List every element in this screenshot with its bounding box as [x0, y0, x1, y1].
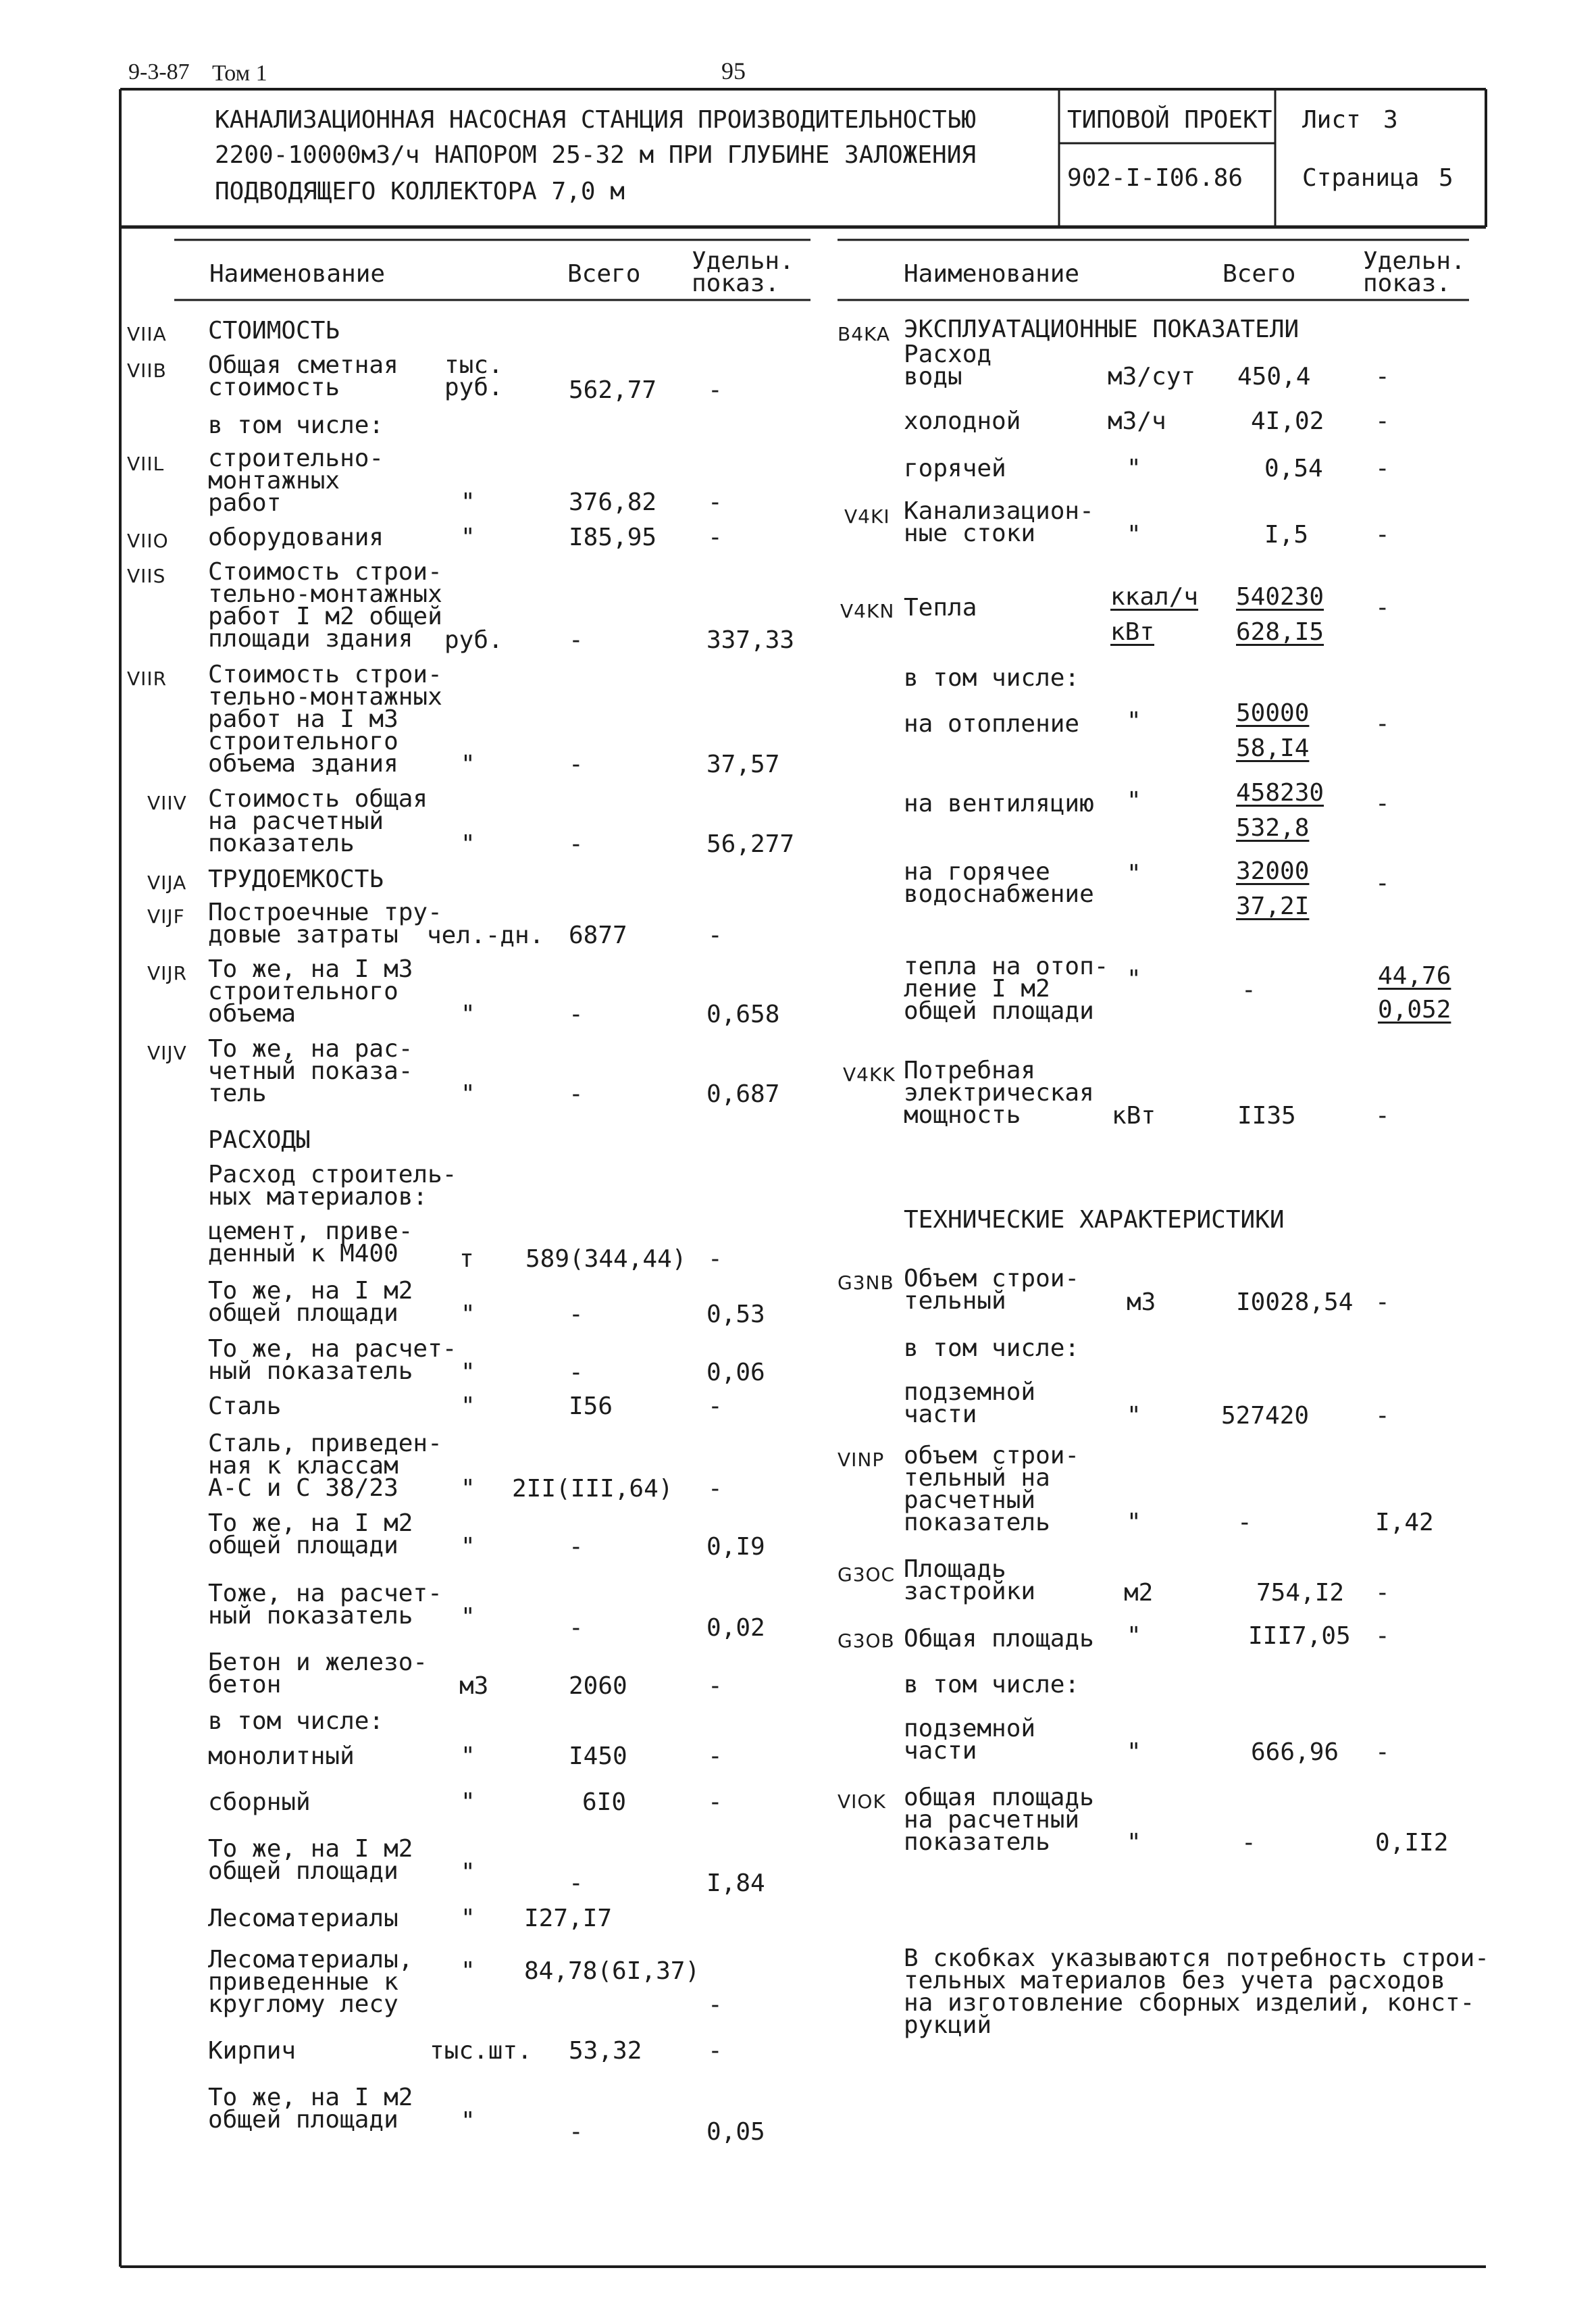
row-label: Расход строитель- ных материалов: [208, 1161, 457, 1211]
row-name: на горячее водоснабжение [904, 858, 1094, 908]
row-unit: " [461, 1533, 475, 1561]
row-name: То же, на I м2 общей площади [208, 1509, 413, 1559]
row-name: сборный [208, 1788, 311, 1816]
row-name: Тоже, на расчет- ный показатель [208, 1580, 442, 1630]
row-name: ТРУДОЕМКОСТЬ [208, 865, 384, 893]
row-total: 0,54 [1264, 455, 1323, 482]
row-spec: 0,06 [706, 1359, 765, 1386]
row-code: VIJV [147, 1042, 187, 1064]
row-unit: " [461, 1905, 475, 1932]
row-name: То же, на I м2 общей площади [208, 1277, 413, 1327]
footnote: В скобках указываются потребность строи- тельных материалов без учета расходов на изготовление сборных изделий, конст- рукций [904, 1944, 1489, 2039]
row-unit: " [1127, 707, 1141, 735]
row-name: цемент, приве- денный к М400 [208, 1217, 413, 1267]
row-spec: 0,I9 [706, 1533, 765, 1561]
row-unit: " [1127, 965, 1141, 993]
row-unit: " [1127, 1622, 1141, 1650]
row-total: - [569, 1533, 584, 1561]
row-total: 527420 [1221, 1402, 1310, 1430]
row-total: 2060 [569, 1672, 627, 1700]
row-spec: - [1375, 1288, 1390, 1316]
row-total: 2II(III,64) [512, 1475, 673, 1503]
row-name: горячей [904, 455, 1006, 482]
row-total: I85,95 [569, 524, 657, 551]
row-spec: I,84 [706, 1869, 765, 1897]
col-header-spec-right: Удельн. показ. [1363, 247, 1466, 297]
row-total: 666,96 [1251, 1738, 1339, 1766]
row-label: в том числе: [208, 411, 384, 439]
row-spec: 0,658 [706, 1001, 780, 1028]
row-code: G3OB [838, 1630, 895, 1652]
row-name: общая площадь на расчетный показатель [904, 1784, 1094, 1856]
row-spec: - [708, 524, 723, 551]
row-spec: 0,53 [706, 1301, 765, 1328]
row-total: 754,I2 [1256, 1579, 1345, 1607]
row-unit: тыс. руб. [444, 351, 503, 401]
row-spec: - [1375, 363, 1390, 391]
row-unit: " [461, 1742, 475, 1770]
row-spec: - [708, 1475, 723, 1503]
row-spec: - [1375, 455, 1390, 482]
row-spec: - [1375, 407, 1390, 435]
row-total: 53,32 [569, 2037, 642, 2065]
row-spec: 0,687 [706, 1080, 780, 1108]
row-label: в том числе: [904, 1334, 1080, 1362]
row-spec: 0,02 [706, 1614, 765, 1642]
row-code: VIOK [838, 1790, 886, 1813]
row-spec: 44,76 0,052 [1378, 962, 1451, 1024]
row-code: G3OC [838, 1563, 896, 1586]
row-code: VINP [838, 1449, 885, 1471]
page-value: 5 [1439, 164, 1453, 192]
row-spec: - [1375, 1402, 1390, 1430]
row-total: - [569, 1001, 584, 1028]
row-total: 562,77 [569, 376, 657, 404]
row-spec: - [708, 1788, 723, 1816]
row-name: Площадь застройки [904, 1555, 1036, 1605]
section-title-expenses: РАСХОДЫ [208, 1126, 311, 1154]
sheet-label: Лист [1302, 106, 1361, 134]
row-spec: - [708, 2037, 723, 2065]
row-unit: " [461, 1001, 475, 1028]
row-name: Бетон и железо- бетон [208, 1649, 428, 1699]
row-unit: м3 [459, 1672, 489, 1700]
row-total: 6877 [569, 922, 627, 949]
row-unit: " [461, 1475, 475, 1503]
row-name: Построечные тру- довые затраты [208, 899, 442, 949]
row-total: - [1241, 1829, 1256, 1857]
row-code: G3NB [838, 1272, 894, 1294]
row-spec: - [1375, 1738, 1390, 1766]
row-name: на вентиляцию [904, 790, 1094, 818]
row-name: То же, на I м2 общей площади [208, 1835, 413, 1885]
row-code: VIIO [127, 530, 169, 552]
title-line-3: ПОДВОДЯЩЕГО КОЛЛЕКТОРА 7,0 м [215, 178, 625, 205]
row-name: СТОИМОСТЬ [208, 317, 340, 345]
row-total: - [1237, 1509, 1252, 1536]
row-unit: " [461, 2107, 475, 2135]
row-unit: тыс.шт. [430, 2037, 532, 2065]
row-unit: " [461, 751, 475, 778]
row-total: I450 [569, 1742, 627, 1770]
row-name: Сталь, приведен- ная к классам А-С и С 38/23 [208, 1430, 442, 1502]
row-unit: м3/сут [1108, 363, 1196, 391]
row-unit: " [461, 1359, 475, 1386]
row-code: V4KI [844, 505, 890, 528]
row-label: в том числе: [904, 664, 1080, 692]
row-name: подземной части [904, 1378, 1036, 1428]
row-total: - [569, 1359, 584, 1386]
row-unit: м2 [1124, 1579, 1154, 1607]
row-unit: " [461, 830, 475, 858]
row-code: B4KA [838, 323, 891, 345]
row-name: То же, на расчет- ный показатель [208, 1335, 457, 1385]
col-header-total-left: Всего [567, 260, 641, 288]
row-spec: - [708, 922, 723, 949]
row-unit: " [461, 1392, 475, 1420]
row-spec: 37,57 [706, 751, 780, 778]
row-name: холодной [904, 407, 1021, 435]
row-label: в том числе: [904, 1671, 1080, 1699]
row-unit: " [461, 1301, 475, 1328]
page-number: 95 [721, 57, 746, 84]
row-spec: - [1375, 1622, 1390, 1650]
row-code: VIIS [127, 565, 166, 587]
row-total: I56 [569, 1392, 613, 1420]
row-name: на отопление [904, 710, 1080, 738]
row-spec: 56,277 [706, 830, 795, 858]
row-total: I0028,54 [1236, 1288, 1354, 1316]
row-spec: - [708, 488, 723, 516]
row-name: Лесоматериалы, приведенные к круглому лесу [208, 1946, 413, 2018]
col-header-name-right: Наименование [904, 260, 1080, 288]
row-name: монолитный [208, 1742, 355, 1770]
row-code: VIJA [147, 872, 187, 894]
row-code: VIIL [127, 453, 165, 475]
row-total: III7,05 [1248, 1622, 1351, 1650]
row-total: - [569, 1301, 584, 1328]
row-unit: м3 [1127, 1288, 1156, 1316]
row-total: 84,78(6I,37) [524, 1957, 700, 1985]
row-code: VIJF [147, 905, 185, 928]
row-name: Потребная электрическая мощность [904, 1057, 1094, 1129]
row-total: - [569, 626, 584, 654]
row-spec: - [1375, 1102, 1390, 1130]
row-total: I27,I7 [524, 1905, 613, 1932]
row-spec: 0,05 [706, 2118, 765, 2146]
row-spec: I,42 [1375, 1509, 1434, 1536]
row-code: V4KK [843, 1063, 896, 1086]
row-spec: - [1375, 594, 1390, 622]
row-spec: 337,33 [706, 626, 795, 654]
row-total: - [569, 1614, 584, 1642]
row-total: 376,82 [569, 488, 657, 516]
row-name: Расход воды [904, 341, 992, 391]
row-total: - [569, 751, 584, 778]
col-header-name-left: Наименование [209, 260, 386, 288]
row-name: подземной части [904, 1715, 1036, 1765]
row-spec: - [708, 1392, 723, 1420]
title-line-1: КАНАЛИЗАЦИОННАЯ НАСОСНАЯ СТАНЦИЯ ПРОИЗВОДИТЕЛЬНОСТЬЮ [215, 106, 977, 134]
row-spec: - [1375, 521, 1390, 549]
row-total: - [1241, 976, 1256, 1004]
row-name: строительно- монтажных работ [208, 445, 384, 517]
row-name: объем строи- тельный на расчетный показатель [904, 1442, 1080, 1536]
row-unit: " [1127, 1829, 1141, 1857]
row-name: оборудования [208, 524, 384, 551]
row-spec: - [1375, 790, 1390, 818]
row-total: 50000 58,I4 [1236, 699, 1310, 762]
row-code: V4KN [840, 600, 895, 622]
row-code: VIIV [147, 792, 187, 814]
project-number: 902-I-I06.86 [1067, 164, 1243, 192]
top-volume: Том 1 [212, 61, 267, 86]
row-name: Стоимость общая на расчетный показатель [208, 785, 428, 857]
project-label: ТИПОВОЙ ПРОЕКТ [1067, 106, 1272, 134]
row-total: 32000 37,2I [1236, 857, 1310, 920]
row-name: То же, на рас- четный показа- тель [208, 1035, 413, 1107]
row-unit: " [1127, 860, 1141, 888]
row-spec: - [708, 1245, 723, 1273]
row-unit: ккал/ч кВт [1110, 583, 1199, 646]
row-total: - [569, 1869, 584, 1897]
row-total: - [569, 2118, 584, 2146]
row-name: Канализацион- ные стоки [904, 497, 1094, 547]
row-total: - [569, 1080, 584, 1108]
row-unit: м3/ч [1108, 407, 1166, 435]
row-total: 589(344,44) [525, 1245, 687, 1273]
sheet-value: 3 [1383, 106, 1398, 134]
row-unit: " [1127, 1509, 1141, 1536]
row-unit: " [461, 488, 475, 516]
title-line-2: 2200-10000м3/ч НАПОРОМ 25-32 м ПРИ ГЛУБИНЕ ЗАЛОЖЕНИЯ [215, 141, 977, 169]
col-header-spec-left: Удельн. показ. [692, 247, 794, 297]
row-name: тепла на отоп- ление I м2 общей площади [904, 953, 1109, 1025]
row-name: То же, на I м3 строительного объема [208, 955, 413, 1028]
row-unit: " [1127, 1738, 1141, 1766]
row-total: I,5 [1264, 521, 1309, 549]
row-total: 450,4 [1237, 363, 1311, 391]
row-label: в том числе: [208, 1707, 384, 1735]
row-spec: - [1375, 710, 1390, 738]
row-total: II35 [1237, 1102, 1296, 1130]
row-spec: - [1375, 870, 1390, 897]
row-total: 6I0 [582, 1788, 627, 1816]
row-unit: " [1127, 455, 1141, 482]
row-spec: - [708, 1742, 723, 1770]
row-name: Тепла [904, 594, 977, 622]
page-label: Страница [1302, 164, 1420, 192]
row-unit: " [1127, 521, 1141, 549]
row-code: VIIR [127, 668, 168, 690]
row-name: Лесоматериалы [208, 1905, 398, 1932]
row-unit: " [1127, 1402, 1141, 1430]
row-code: VIIA [127, 323, 167, 345]
row-spec: 0,II2 [1375, 1829, 1449, 1857]
row-total: 540230 628,I5 [1236, 583, 1324, 646]
row-name: ЭКСПЛУАТАЦИОННЫЕ ПОКАЗАТЕЛИ [904, 316, 1299, 343]
row-unit: кВт [1112, 1102, 1156, 1130]
row-unit: " [461, 1080, 475, 1108]
row-spec: - [1375, 1579, 1390, 1607]
section-title-technical: ТЕХНИЧЕСКИЕ ХАРАКТЕРИСТИКИ [904, 1206, 1285, 1234]
row-name: Стоимость строи- тельно-монтажных работ I м2 общей площади здания [208, 558, 442, 653]
row-spec: - [708, 376, 723, 404]
row-code: VIIB [127, 359, 167, 382]
row-name: Объем строи- тельный [904, 1265, 1080, 1315]
row-total: 458230 532,8 [1236, 779, 1324, 842]
row-name: Стоимость строи- тельно-монтажных работ на I м3 строительного объема здания [208, 661, 442, 778]
row-total: - [569, 830, 584, 858]
row-unit: руб. [444, 626, 503, 654]
row-name: То же, на I м2 общей площади [208, 2084, 413, 2134]
row-total: 4I,02 [1251, 407, 1324, 435]
row-unit: " [461, 1788, 475, 1816]
row-unit: " [461, 1603, 475, 1631]
top-code: 9-3-87 [128, 59, 190, 84]
row-spec: - [708, 1672, 723, 1700]
row-unit: " [461, 524, 475, 551]
row-unit: " [461, 1957, 475, 1985]
row-spec: - [708, 1991, 723, 2019]
row-unit: " [461, 1859, 475, 1886]
row-name: Общая площадь [904, 1625, 1094, 1653]
row-unit: чел.-дн. [427, 922, 544, 949]
row-unit: т [459, 1245, 474, 1273]
row-code: VIJR [147, 962, 188, 984]
row-unit: " [1127, 787, 1141, 815]
row-name: Общая сметная стоимость [208, 351, 398, 401]
row-name: Сталь [208, 1392, 282, 1420]
row-name: Кирпич [208, 2037, 297, 2065]
col-header-total-right: Всего [1222, 260, 1296, 288]
